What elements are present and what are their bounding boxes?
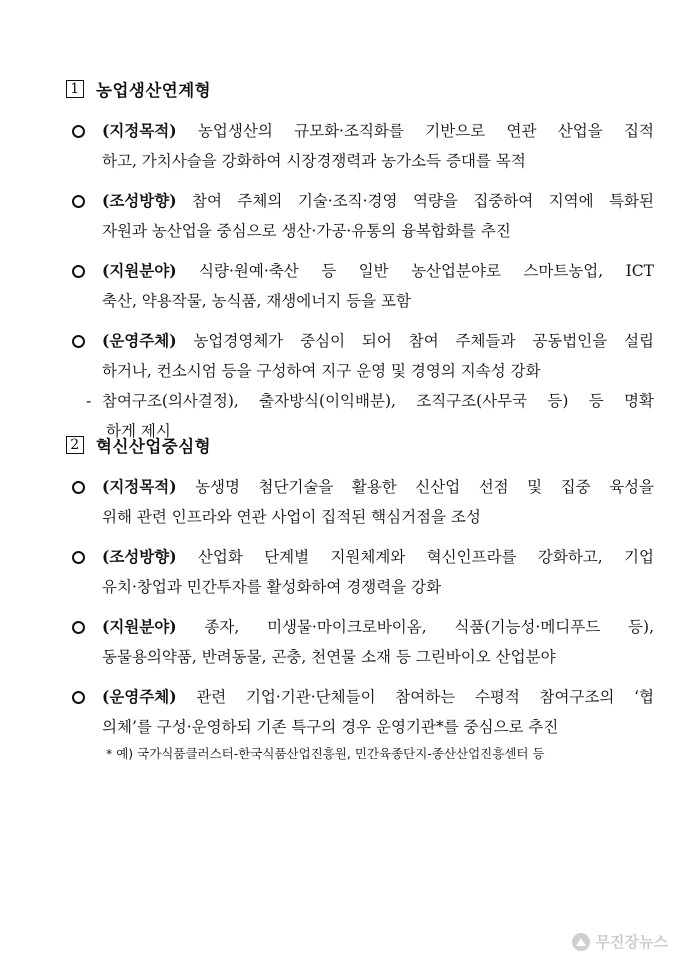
circle-bullet-icon: [72, 551, 85, 564]
item-text: 농업생산의 규모화·조직화를 기반으로 연관 산업을 집적: [197, 122, 654, 140]
section-title: [66, 76, 626, 102]
mountain-logo-icon: [572, 933, 590, 951]
item-label: (운영주체): [102, 331, 177, 350]
circle-bullet-icon: [72, 481, 85, 494]
section-title-text: 혁신산업중심형: [96, 437, 212, 456]
list-item: [66, 326, 654, 386]
sub-item-text: 하게 제시: [106, 422, 171, 440]
list-item: [66, 186, 654, 246]
item-text: 유치·창업과 민간투자를 활성화하여 경쟁력을 강화: [102, 578, 442, 596]
list-item: [66, 682, 654, 742]
sub-item-text: 참여구조(의사결정), 출자방식(이익배분), 조직구조(사무국 등) 등 명확: [102, 392, 654, 410]
list-item: [66, 542, 654, 602]
item-text: 하고, 가치사슬을 강화하여 시장경쟁력과 농가소득 증대를 목적: [102, 152, 526, 170]
circle-bullet-icon: [72, 691, 85, 704]
footnote: * 예) 국가식품클러스터-한국식품산업진흥원, 민간육종단지-종산산업진흥센터 등: [106, 746, 545, 761]
item-text: 산업화 단계별 지원체계와 혁신인프라를 강화하고, 기업: [197, 548, 654, 566]
item-label: (조성방향): [102, 191, 177, 210]
section-2: [66, 432, 654, 764]
section-number-box: 2: [66, 436, 84, 454]
item-text: 위해 관련 인프라와 연관 사업이 집적된 핵심거점을 조성: [102, 508, 481, 526]
section-1: [66, 76, 654, 446]
circle-bullet-icon: [72, 195, 85, 208]
watermark: [572, 931, 668, 952]
item-text: 참여 주체의 기술·조직·경영 역량을 집중하여 지역에 특화된: [192, 192, 654, 210]
item-text: 동물용의약품, 반려동물, 곤충, 천연물 소재 등 그린바이오 산업분야: [102, 648, 556, 666]
item-text: 의체’를 구성·운영하되 기존 특구의 경우 운영기관*를 중심으로 추진: [102, 718, 559, 736]
list-item: [66, 256, 654, 316]
dash-marker: -: [86, 392, 92, 410]
item-text: 하거나, 컨소시엄 등을 구성하여 지구 운영 및 경영의 지속성 강화: [102, 362, 541, 380]
item-label: (지정목적): [102, 121, 177, 140]
item-text: 농업경영체가 중심이 되어 참여 주체들과 공동법인을 설립: [193, 332, 654, 350]
item-label: (지원분야): [102, 261, 177, 280]
list-item: [66, 116, 654, 176]
item-text: 관련 기업·기관·단체들이 참여하는 수평적 참여구조의 ‘협: [196, 688, 654, 706]
list-item: [66, 612, 654, 672]
circle-bullet-icon: [72, 335, 85, 348]
item-label: (조성방향): [102, 547, 177, 566]
item-text: 종자, 미생물·마이크로바이옴, 식품(기능성·메디푸드 등),: [204, 618, 654, 636]
list-item: [66, 472, 654, 532]
item-text: 축산, 약용작물, 농식품, 재생에너지 등을 포함: [102, 292, 411, 310]
watermark-text: 무진장뉴스: [595, 933, 668, 951]
item-text: 자원과 농산업을 중심으로 생산·가공·유통의 융복합화를 추진: [102, 222, 511, 240]
circle-bullet-icon: [72, 265, 85, 278]
item-label: (지원분야): [102, 617, 177, 636]
section-number-box: 1: [66, 80, 84, 98]
circle-bullet-icon: [72, 125, 85, 138]
item-label: (지정목적): [102, 477, 177, 496]
section-title: [66, 432, 626, 458]
circle-bullet-icon: [72, 621, 85, 634]
item-text: 농생명 첨단기술을 활용한 신산업 선점 및 집중 육성을: [195, 478, 654, 496]
item-label: (운영주체): [102, 687, 177, 706]
item-text: 식량·원예·축산 등 일반 농산업분야로 스마트농업, ICT: [199, 262, 654, 280]
section-title-text: 농업생산연계형: [96, 81, 212, 100]
